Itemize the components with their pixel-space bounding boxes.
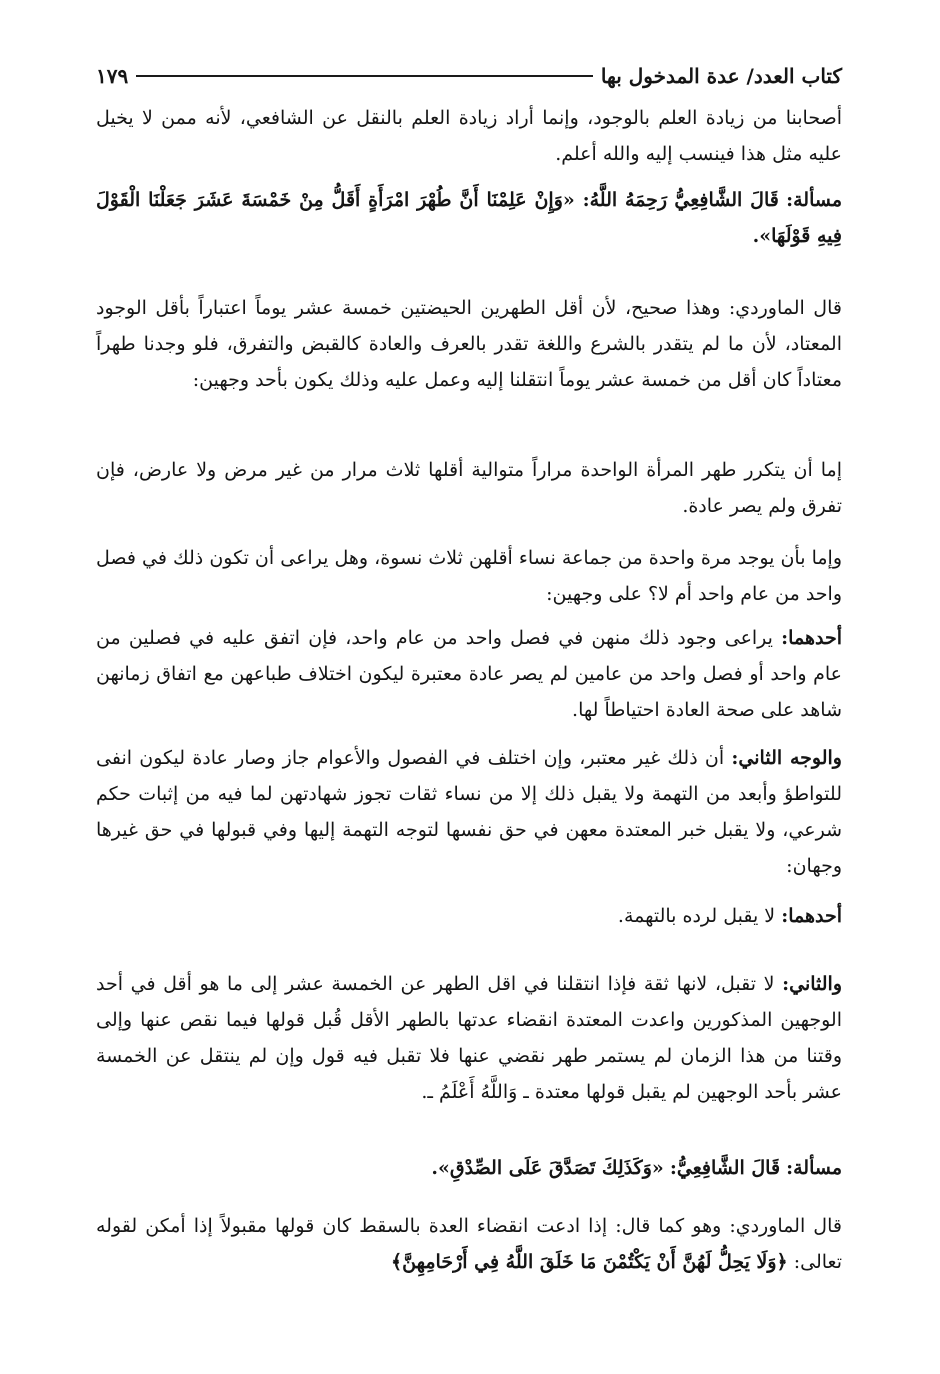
paragraph-option-2 (96, 740, 842, 884)
masala-1 (96, 182, 842, 254)
option-label: أحدهما: (781, 905, 842, 927)
masala-text: رَحِمَهُ اللَّهُ: «وَإِنْ عَلِمْنَا أَنَّ طُهْرَ امْرَأَةٍ أَقَلُّ مِنْ خَمْسَةَ عَشَرَ جَعَلْنَا الْقَوْلَ فِيهِ قَوْلَهَا». (96, 189, 842, 247)
masala-2 (96, 1150, 842, 1186)
paragraph-second-way: وإما بأن يوجد مرة واحدة من جماعة نساء أقلهن ثلاث نسوة، وهل يراعى أن تكون ذلك في فصل واحد من عام واحد أم لا؟ على وجهين: (96, 547, 842, 605)
paragraph-mawardi-1: قال الماوردي: وهذا صحيح، لأن أقل الطهرين الحيضتين خمسة عشر يوماً اعتباراً بأقل الوجود المعتاد، لأن ما لم يتقدر بالشرع واللغة تقدر بالعرف والعادة كالقبض والتفرق، فلو وجدنا طهراً معتاداً كان أقل من خمسة عشر يوماً انتقلنا إليه وعمل عليه وذلك يكون بأحد وجهين: (96, 297, 842, 391)
option-text: لا يقبل لرده بالتهمة. (617, 905, 776, 927)
page-header (96, 58, 842, 94)
option-text: يراعى وجود ذلك منهن في فصل واحد من عام واحد، فإن اتفق عليه في فصلين من عام واحد أو فصل واحد من عامين لم يصر عادة معتبرة ليكون اختلاف طباعهن مع اتفاق زمانهن شاهد على صحة العادة احتياطاً لها. (96, 627, 842, 721)
paragraph-option-1 (96, 620, 842, 728)
paragraph-first-way: إما أن يتكرر طهر المرأة الواحدة مراراً متوالية أقلها ثلاث مرار من غير مرض ولا عارض، فإن تفرق ولم يصر عادة. (96, 459, 842, 517)
option-label: أحدهما: (781, 627, 842, 649)
masala-speaker: قَالَ الشَّافِعِيُّ (674, 189, 779, 211)
option-text: أن ذلك غير معتبر، وإن اختلف في الفصول والأعوام جاز وصار عادة ليكون انفى للتواطؤ وأبعد من التهمة ولا يقبل ذلك إلا من نساء ثقات تجوز شهادتهن لما فيه من إثبات حكم شرعي، ولا يقبل خبر المعتدة معهن في حق نفسها لتوجه التهمة إليها وفي قبولها في حق غيرها وجهان: (96, 747, 842, 877)
quran-verse: ﴿وَلَا يَحِلُّ لَهُنَّ أَنْ يَكْتُمْنَ مَا خَلَقَ اللَّهُ فِي أَرْحَامِهِنَّ﴾ (391, 1251, 788, 1273)
masala-text: «وَكَذَلِكَ تَصَدَّقَ عَلَى الصِّدْقِ». (431, 1157, 664, 1179)
paragraph-sub-option-2 (96, 966, 842, 1110)
chapter-title: كتاب العدد/ عدة المدخول بها (600, 64, 842, 88)
header-rule (136, 75, 593, 77)
masala-label: مسألة: (786, 1157, 842, 1179)
paragraph-mawardi-2 (96, 1208, 842, 1280)
option-label: والثاني: (782, 973, 843, 995)
option-text: لا تقبل، لانها ثقة فإذا انتقلنا في اقل الطهر عن الخمسة عشر إلى ما هو أقل في أحد الوجهين المذكورين واعدت المعتدة انقضاء عدتها بالطهر الأقل قُبل قولها فيما نقص عنها وإلى وقتنا من هذا الزمان لم يستمر طهر نقضي عنها فلا تقبل فيه قول وإن لم ينتقل عن الخمسة عشر بأحد الوجهين لم يقبل قولها معتدة ـ وَاللَّهُ أَعْلَمُ ـ. (96, 973, 842, 1103)
page-number: ١٧٩ (96, 64, 129, 88)
paragraph-text: قال الماوردي: وهو كما قال: إذا ادعت انقضاء العدة بالسقط كان قولها مقبولاً إذا أمكن لقوله تعالى: (96, 1215, 842, 1273)
masala-speaker: قَالَ الشَّافِعِيُّ: (669, 1157, 781, 1179)
paragraph-sub-option-1 (96, 898, 842, 934)
option-label: والوجه الثاني: (731, 747, 842, 769)
masala-label: مسألة: (786, 189, 842, 211)
paragraph-continuation: أصحابنا من زيادة العلم بالوجود، وإنما أراد زيادة العلم بالنقل عن الشافعي، لأنه ممن لا يخيل عليه مثل هذا فينسب إليه والله أعلم. (96, 107, 842, 165)
